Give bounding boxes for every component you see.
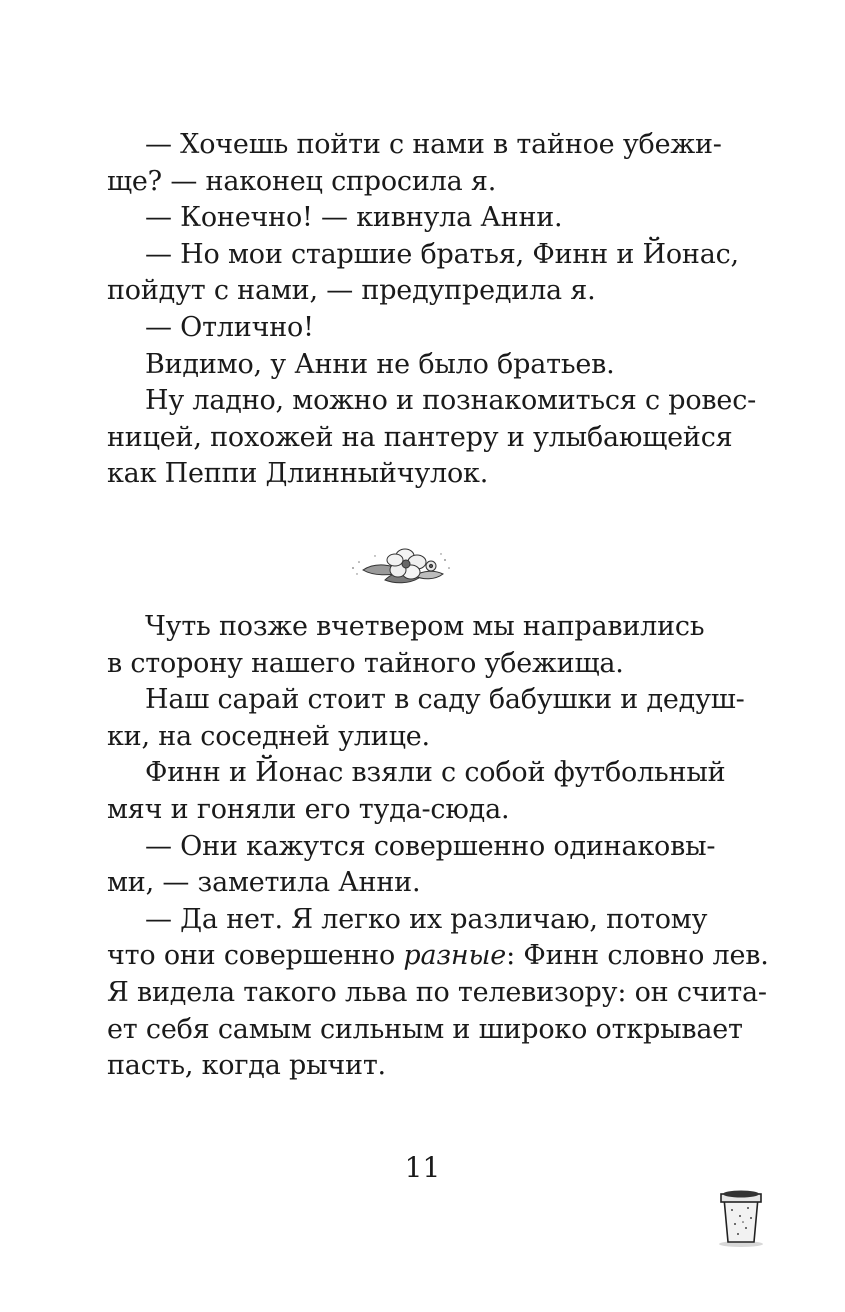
text-line: — Отлично! [145,311,314,343]
text-line: — Да нет. Я легко их различаю, потому [145,903,708,935]
text-line: как Пеппи Длинныйчулок. [107,458,489,490]
text-line: Я видела такого льва по телевизору: он счита- [107,976,767,1008]
text-line: Финн и Йонас взяли с собой футбольный [145,757,726,789]
text-line: пасть, когда рычит. [107,1050,386,1082]
text-line: пойдут с нами, — предупредила я. [107,275,596,307]
text-line: ки, на соседней улице. [107,720,430,752]
text-line [107,938,769,975]
text-line: — Хочешь пойти с нами в тайное убежи- [145,129,722,160]
text-line: Чуть позже вчетвером мы направились [145,611,705,642]
text-line: ще? — наконец спросила я. [107,165,497,197]
text-block-top [107,127,757,493]
emphasis-text: разные [403,940,507,972]
text-line: — Они кажутся совершенно одинаковы- [145,830,716,862]
text-line: ми, — заметила Анни. [107,867,421,899]
flower-pot-icon [718,1188,764,1248]
text-segment: : Финн словно лев. [506,940,769,972]
page-number: 11 [404,1151,441,1184]
text-block-bottom [107,609,769,1085]
text-line: в сторону нашего тайного убежища. [107,647,624,679]
text-line: Ну ладно, можно и познакомиться с ровес- [145,385,757,417]
text-line: мяч и гоняли его туда-сюда. [107,793,510,825]
text-segment: что они совершенно [107,940,404,972]
text-line: ет себя самым сильным и широко открывает [107,1013,743,1045]
text-line: Видимо, у Анни не было братьев. [145,348,615,380]
text-line: — Но мои старшие братья, Финн и Йонас, [145,238,739,270]
flower-ornament-icon [345,540,455,588]
text-line: Наш сарай стоит в саду бабушки и дедуш- [145,684,745,716]
text-line: ницей, похожей на пантеру и улыбающейся [107,421,733,453]
text-line: — Конечно! — кивнула Анни. [145,202,563,234]
